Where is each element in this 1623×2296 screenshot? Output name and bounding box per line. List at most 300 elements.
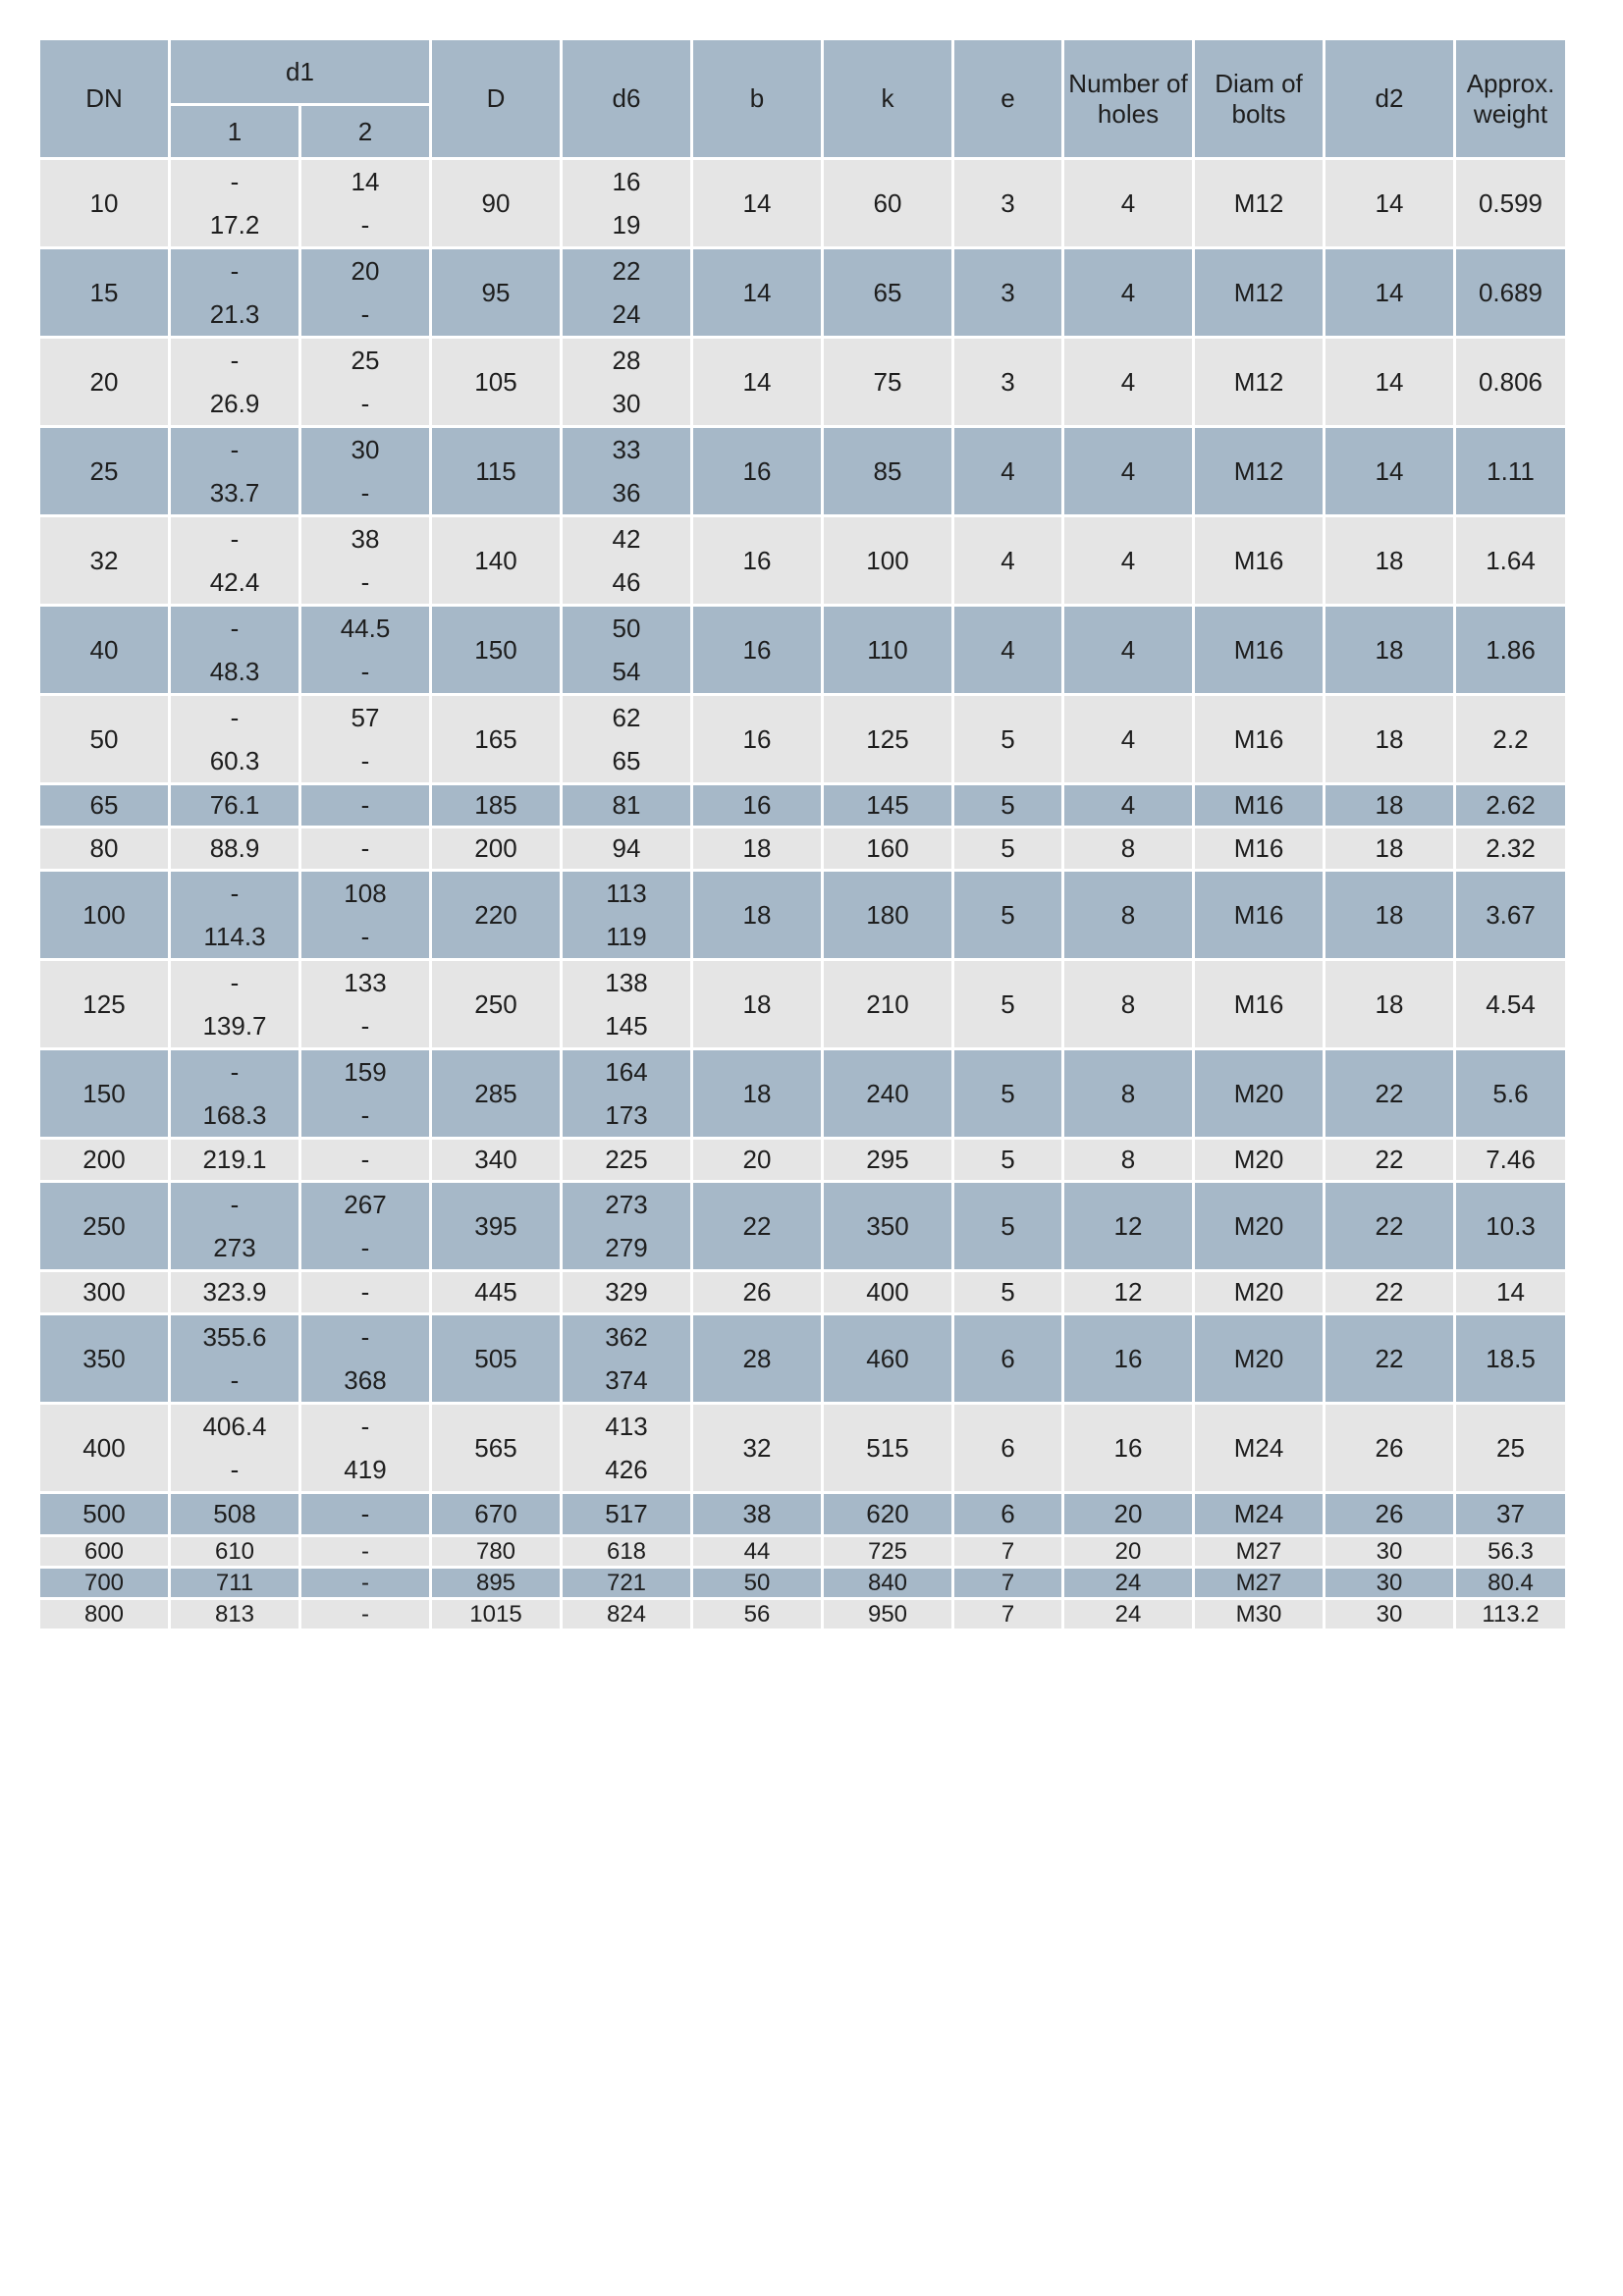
cell-diam-of-bolts: M20: [1194, 1182, 1325, 1271]
cell-k: 160: [823, 828, 953, 871]
cell-d6: 94: [562, 828, 692, 871]
cell-e: 6: [953, 1404, 1063, 1493]
cell-d1-2-line: -: [360, 567, 370, 597]
header-d2: d2: [1325, 39, 1455, 159]
cell-approx-weight: 14: [1455, 1271, 1567, 1314]
cell-diam-of-bolts: M20: [1194, 1271, 1325, 1314]
cell-approx-weight: 1.11: [1455, 427, 1567, 516]
cell-d1-1-line: 60.3: [209, 746, 260, 775]
cell-k: 75: [823, 338, 953, 427]
cell-d1-2-line: 44.5: [340, 614, 391, 643]
cell-b: 26: [692, 1271, 823, 1314]
cell-approx-weight: 3.67: [1455, 871, 1567, 960]
cell-d6: [562, 871, 692, 960]
cell-b: 38: [692, 1493, 823, 1536]
cell-d6: [562, 1182, 692, 1271]
cell-d2: 14: [1325, 427, 1455, 516]
cell-k: 240: [823, 1049, 953, 1139]
cell-D: 285: [431, 1049, 562, 1139]
cell-d2: 14: [1325, 159, 1455, 248]
cell-k: 515: [823, 1404, 953, 1493]
header-D: D: [431, 39, 562, 159]
cell-k: 210: [823, 960, 953, 1049]
cell-d1-2: [300, 871, 431, 960]
cell-D: 505: [431, 1314, 562, 1404]
cell-k: 60: [823, 159, 953, 248]
cell-approx-weight: 2.62: [1455, 784, 1567, 828]
cell-d1-2: [300, 516, 431, 606]
cell-approx-weight: 10.3: [1455, 1182, 1567, 1271]
cell-D: 220: [431, 871, 562, 960]
cell-d2: 30: [1325, 1599, 1455, 1630]
cell-d2: 22: [1325, 1049, 1455, 1139]
cell-diam-of-bolts: M16: [1194, 960, 1325, 1049]
cell-d1-2-line: 57: [351, 703, 380, 732]
cell-k: 620: [823, 1493, 953, 1536]
table-row: [39, 338, 1567, 427]
cell-d2: 22: [1325, 1139, 1455, 1182]
cell-b: 50: [692, 1568, 823, 1599]
cell-diam-of-bolts: M12: [1194, 248, 1325, 338]
table-row: [39, 516, 1567, 606]
cell-diam-of-bolts: M24: [1194, 1493, 1325, 1536]
cell-d1-1: [170, 871, 300, 960]
cell-dn: 800: [39, 1599, 170, 1630]
table-header: [39, 39, 1567, 159]
cell-d6: [562, 1049, 692, 1139]
cell-number-of-holes: 4: [1063, 338, 1194, 427]
cell-dn: 15: [39, 248, 170, 338]
cell-k: 725: [823, 1536, 953, 1568]
cell-d2: 30: [1325, 1536, 1455, 1568]
cell-e: 3: [953, 248, 1063, 338]
cell-d2: 22: [1325, 1314, 1455, 1404]
cell-d1-2: [300, 1182, 431, 1271]
header-k: k: [823, 39, 953, 159]
cell-d1-1-line: -: [230, 1057, 240, 1087]
cell-d1-2: -: [300, 1139, 431, 1182]
cell-d1-2-line: -: [360, 1322, 370, 1352]
cell-approx-weight: 0.689: [1455, 248, 1567, 338]
cell-d1-1: [170, 1049, 300, 1139]
cell-d1-2: [300, 606, 431, 695]
cell-d6: [562, 1314, 692, 1404]
cell-D: 95: [431, 248, 562, 338]
cell-d1-2: [300, 1314, 431, 1404]
cell-d2: 22: [1325, 1271, 1455, 1314]
cell-d1-1-line: -: [230, 1455, 240, 1484]
cell-d1-1-line: 21.3: [209, 299, 260, 329]
cell-d1-1: 711: [170, 1568, 300, 1599]
cell-d1-2-line: 38: [351, 524, 380, 554]
cell-number-of-holes: 8: [1063, 871, 1194, 960]
cell-d6-line: 33: [612, 435, 641, 464]
cell-d1-2-line: 368: [344, 1365, 387, 1395]
cell-k: 180: [823, 871, 953, 960]
cell-b: 44: [692, 1536, 823, 1568]
cell-k: 110: [823, 606, 953, 695]
cell-approx-weight: 4.54: [1455, 960, 1567, 1049]
cell-d6-line: 36: [612, 478, 641, 507]
table-row: [39, 1536, 1567, 1568]
cell-d1-2-line: 20: [351, 256, 380, 286]
cell-d2: 18: [1325, 606, 1455, 695]
cell-d2: 14: [1325, 338, 1455, 427]
cell-d6: 824: [562, 1599, 692, 1630]
cell-d2: 26: [1325, 1404, 1455, 1493]
cell-approx-weight: 113.2: [1455, 1599, 1567, 1630]
cell-e: 5: [953, 871, 1063, 960]
cell-d1-1: [170, 960, 300, 1049]
cell-b: 32: [692, 1404, 823, 1493]
cell-d6-line: 16: [612, 167, 641, 196]
cell-d2: 18: [1325, 784, 1455, 828]
table-row: [39, 960, 1567, 1049]
cell-d1-2-line: -: [360, 389, 370, 418]
cell-d1-2-line: 267: [344, 1190, 387, 1219]
cell-k: 295: [823, 1139, 953, 1182]
header-dn: DN: [39, 39, 170, 159]
cell-b: 20: [692, 1139, 823, 1182]
cell-d1-1: [170, 1314, 300, 1404]
cell-b: 16: [692, 784, 823, 828]
cell-b: 14: [692, 338, 823, 427]
cell-d1-1-line: -: [230, 524, 240, 554]
cell-D: 670: [431, 1493, 562, 1536]
table-row: [39, 427, 1567, 516]
cell-d1-1: [170, 159, 300, 248]
table-row: [39, 871, 1567, 960]
cell-d6-line: 145: [605, 1011, 648, 1041]
cell-dn: 20: [39, 338, 170, 427]
cell-d2: 18: [1325, 695, 1455, 784]
cell-d1-2-line: -: [360, 1233, 370, 1262]
cell-d1-1: [170, 1404, 300, 1493]
cell-d1-2: -: [300, 1536, 431, 1568]
table-row: [39, 695, 1567, 784]
cell-b: 22: [692, 1182, 823, 1271]
cell-dn: 125: [39, 960, 170, 1049]
cell-diam-of-bolts: M16: [1194, 606, 1325, 695]
cell-e: 5: [953, 828, 1063, 871]
cell-approx-weight: 0.599: [1455, 159, 1567, 248]
cell-b: 56: [692, 1599, 823, 1630]
cell-d1-2-line: 30: [351, 435, 380, 464]
cell-d6: [562, 1404, 692, 1493]
cell-d1-2: [300, 1049, 431, 1139]
table-row: [39, 1182, 1567, 1271]
cell-d2: 18: [1325, 960, 1455, 1049]
cell-number-of-holes: 4: [1063, 516, 1194, 606]
cell-d1-1: [170, 338, 300, 427]
table-row: [39, 1493, 1567, 1536]
cell-approx-weight: 18.5: [1455, 1314, 1567, 1404]
cell-b: 14: [692, 159, 823, 248]
cell-k: 145: [823, 784, 953, 828]
cell-d1-1-line: 33.7: [209, 478, 260, 507]
cell-D: 185: [431, 784, 562, 828]
cell-number-of-holes: 4: [1063, 159, 1194, 248]
cell-d6-line: 426: [605, 1455, 648, 1484]
cell-d2: 18: [1325, 516, 1455, 606]
cell-d1-2-line: 159: [344, 1057, 387, 1087]
cell-d1-1: 88.9: [170, 828, 300, 871]
cell-d6-line: 19: [612, 210, 641, 240]
cell-d6-line: 164: [605, 1057, 648, 1087]
cell-d6-line: 28: [612, 346, 641, 375]
cell-d1-1: 323.9: [170, 1271, 300, 1314]
flange-dimensions-table: [37, 37, 1568, 1631]
cell-d1-2-line: 25: [351, 346, 380, 375]
cell-d1-2: [300, 1404, 431, 1493]
cell-e: 7: [953, 1536, 1063, 1568]
header-approx-weight: Approx. weight: [1455, 39, 1567, 159]
cell-d6: [562, 695, 692, 784]
table-row: [39, 248, 1567, 338]
cell-d6: [562, 248, 692, 338]
cell-diam-of-bolts: M16: [1194, 828, 1325, 871]
cell-d2: 18: [1325, 871, 1455, 960]
cell-d1-1-line: 114.3: [203, 922, 266, 951]
cell-d6: [562, 427, 692, 516]
cell-k: 100: [823, 516, 953, 606]
cell-approx-weight: 56.3: [1455, 1536, 1567, 1568]
cell-d1-2: [300, 338, 431, 427]
cell-dn: 50: [39, 695, 170, 784]
cell-k: 350: [823, 1182, 953, 1271]
cell-d1-1-line: -: [230, 167, 240, 196]
table-row: [39, 1049, 1567, 1139]
cell-d1-1: 76.1: [170, 784, 300, 828]
cell-d2: 14: [1325, 248, 1455, 338]
cell-number-of-holes: 8: [1063, 1139, 1194, 1182]
cell-D: 340: [431, 1139, 562, 1182]
header-d1-sub-2: 2: [300, 105, 431, 159]
cell-d1-2-line: 14: [351, 167, 380, 196]
cell-d6: [562, 516, 692, 606]
cell-e: 5: [953, 1049, 1063, 1139]
header-number-of-holes: Number of holes: [1063, 39, 1194, 159]
cell-d1-1-line: 17.2: [209, 210, 260, 240]
cell-b: 16: [692, 606, 823, 695]
cell-diam-of-bolts: M16: [1194, 516, 1325, 606]
table-row: [39, 1599, 1567, 1630]
header-d1-sub-1: 1: [170, 105, 300, 159]
cell-d1-1-line: 139.7: [202, 1011, 267, 1041]
header-e: e: [953, 39, 1063, 159]
cell-d1-2-line: -: [360, 299, 370, 329]
cell-number-of-holes: 16: [1063, 1404, 1194, 1493]
cell-e: 7: [953, 1599, 1063, 1630]
cell-k: 460: [823, 1314, 953, 1404]
cell-k: 65: [823, 248, 953, 338]
cell-d6-line: 374: [605, 1365, 648, 1395]
cell-d6: 721: [562, 1568, 692, 1599]
cell-approx-weight: 25: [1455, 1404, 1567, 1493]
cell-d6: 618: [562, 1536, 692, 1568]
cell-d1-2-line: -: [360, 1100, 370, 1130]
cell-D: 200: [431, 828, 562, 871]
cell-diam-of-bolts: M27: [1194, 1568, 1325, 1599]
cell-d1-1-line: -: [230, 614, 240, 643]
cell-d6-line: 65: [612, 746, 641, 775]
table-row: [39, 828, 1567, 871]
cell-d1-1-line: 48.3: [209, 657, 260, 686]
cell-d1-1: 219.1: [170, 1139, 300, 1182]
cell-d1-1-line: 168.3: [202, 1100, 267, 1130]
cell-D: 165: [431, 695, 562, 784]
cell-D: 565: [431, 1404, 562, 1493]
cell-d2: 26: [1325, 1493, 1455, 1536]
table-row: [39, 159, 1567, 248]
cell-approx-weight: 1.86: [1455, 606, 1567, 695]
cell-diam-of-bolts: M27: [1194, 1536, 1325, 1568]
cell-d1-2: -: [300, 828, 431, 871]
cell-dn: 400: [39, 1404, 170, 1493]
cell-dn: 700: [39, 1568, 170, 1599]
cell-d1-1-line: -: [230, 1365, 240, 1395]
cell-d1-1: [170, 606, 300, 695]
cell-number-of-holes: 4: [1063, 784, 1194, 828]
cell-dn: 25: [39, 427, 170, 516]
cell-number-of-holes: 8: [1063, 828, 1194, 871]
cell-d6: [562, 338, 692, 427]
cell-d1-1: 813: [170, 1599, 300, 1630]
cell-D: 115: [431, 427, 562, 516]
cell-d2: 30: [1325, 1568, 1455, 1599]
cell-d6: [562, 159, 692, 248]
cell-b: 16: [692, 516, 823, 606]
cell-d1-1-line: 26.9: [209, 389, 260, 418]
cell-d1-1: [170, 248, 300, 338]
cell-d1-1-line: -: [230, 435, 240, 464]
cell-b: 16: [692, 427, 823, 516]
cell-number-of-holes: 24: [1063, 1599, 1194, 1630]
cell-D: 780: [431, 1536, 562, 1568]
cell-number-of-holes: 4: [1063, 606, 1194, 695]
cell-e: 4: [953, 427, 1063, 516]
cell-number-of-holes: 4: [1063, 427, 1194, 516]
cell-e: 3: [953, 338, 1063, 427]
cell-diam-of-bolts: M20: [1194, 1314, 1325, 1404]
cell-e: 5: [953, 1139, 1063, 1182]
cell-d6-line: 138: [605, 968, 648, 997]
cell-diam-of-bolts: M16: [1194, 784, 1325, 828]
table-row: [39, 784, 1567, 828]
cell-d6-line: 54: [612, 657, 641, 686]
cell-d1-1-line: -: [230, 968, 240, 997]
cell-k: 840: [823, 1568, 953, 1599]
cell-dn: 10: [39, 159, 170, 248]
cell-d6-line: 50: [612, 614, 641, 643]
cell-d6-line: 413: [605, 1412, 648, 1441]
cell-dn: 500: [39, 1493, 170, 1536]
cell-diam-of-bolts: M24: [1194, 1404, 1325, 1493]
cell-e: 7: [953, 1568, 1063, 1599]
cell-D: 1015: [431, 1599, 562, 1630]
cell-d1-1: [170, 516, 300, 606]
cell-number-of-holes: 20: [1063, 1536, 1194, 1568]
cell-d1-1-line: 42.4: [209, 567, 260, 597]
cell-k: 400: [823, 1271, 953, 1314]
table-row: [39, 606, 1567, 695]
cell-d6-line: 362: [605, 1322, 648, 1352]
table-row: [39, 1404, 1567, 1493]
cell-d1-2: -: [300, 1271, 431, 1314]
cell-e: 3: [953, 159, 1063, 248]
cell-b: 18: [692, 960, 823, 1049]
cell-d1-2-line: -: [360, 922, 370, 951]
cell-diam-of-bolts: M16: [1194, 871, 1325, 960]
cell-b: 14: [692, 248, 823, 338]
cell-d6-line: 273: [605, 1190, 648, 1219]
cell-d6-line: 42: [612, 524, 641, 554]
cell-diam-of-bolts: M20: [1194, 1139, 1325, 1182]
cell-e: 6: [953, 1314, 1063, 1404]
cell-d1-1-line: -: [230, 256, 240, 286]
cell-number-of-holes: 20: [1063, 1493, 1194, 1536]
cell-D: 90: [431, 159, 562, 248]
cell-d1-1: 508: [170, 1493, 300, 1536]
cell-dn: 350: [39, 1314, 170, 1404]
cell-d1-2: [300, 695, 431, 784]
cell-d1-2: -: [300, 1493, 431, 1536]
cell-d6-line: 279: [605, 1233, 648, 1262]
cell-dn: 65: [39, 784, 170, 828]
cell-number-of-holes: 16: [1063, 1314, 1194, 1404]
cell-e: 5: [953, 695, 1063, 784]
cell-d1-2-line: -: [360, 1011, 370, 1041]
cell-number-of-holes: 8: [1063, 1049, 1194, 1139]
cell-approx-weight: 2.2: [1455, 695, 1567, 784]
table-body: [39, 159, 1567, 1630]
cell-dn: 300: [39, 1271, 170, 1314]
cell-e: 5: [953, 784, 1063, 828]
cell-d1-1-line: 406.4: [202, 1412, 267, 1441]
cell-approx-weight: 80.4: [1455, 1568, 1567, 1599]
cell-d1-2-line: 108: [344, 879, 387, 908]
cell-e: 4: [953, 606, 1063, 695]
cell-dn: 80: [39, 828, 170, 871]
cell-D: 895: [431, 1568, 562, 1599]
cell-d1-1: [170, 695, 300, 784]
cell-e: 4: [953, 516, 1063, 606]
cell-d1-1-line: -: [230, 879, 240, 908]
table-row: [39, 1568, 1567, 1599]
cell-d1-2: [300, 427, 431, 516]
cell-d1-2-line: -: [360, 1412, 370, 1441]
cell-d6-line: 30: [612, 389, 641, 418]
cell-number-of-holes: 24: [1063, 1568, 1194, 1599]
cell-number-of-holes: 8: [1063, 960, 1194, 1049]
cell-d1-1-line: 355.6: [202, 1322, 267, 1352]
cell-d1-1-line: -: [230, 1190, 240, 1219]
cell-D: 395: [431, 1182, 562, 1271]
cell-approx-weight: 1.64: [1455, 516, 1567, 606]
cell-approx-weight: 0.806: [1455, 338, 1567, 427]
cell-k: 85: [823, 427, 953, 516]
cell-d6-line: 22: [612, 256, 641, 286]
cell-diam-of-bolts: M12: [1194, 427, 1325, 516]
cell-d1-1: 610: [170, 1536, 300, 1568]
cell-dn: 200: [39, 1139, 170, 1182]
cell-d1-1-line: -: [230, 703, 240, 732]
cell-diam-of-bolts: M12: [1194, 159, 1325, 248]
cell-d1-2-line: -: [360, 657, 370, 686]
table-row: [39, 1271, 1567, 1314]
table-row: [39, 1314, 1567, 1404]
cell-d1-2-line: -: [360, 210, 370, 240]
